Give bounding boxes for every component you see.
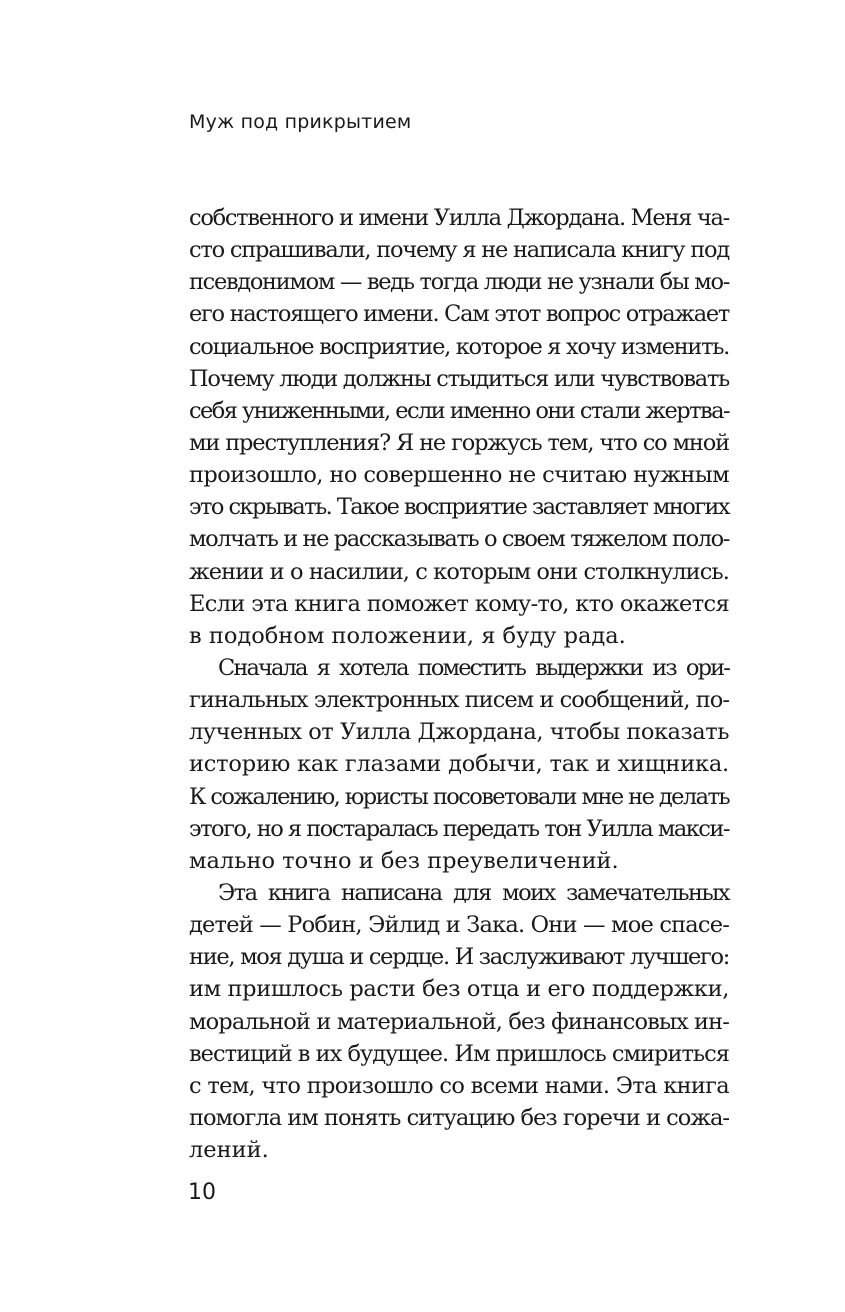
page-number: 10 bbox=[188, 1180, 216, 1205]
text-line: Сначала я хотела поместить выдержки из ори- bbox=[218, 654, 729, 681]
text-line: собственного и имени Уилла Джордана. Меня ча- bbox=[189, 205, 729, 231]
text-line: псевдонимом — ведь тогда люди не узнали бы мо- bbox=[189, 269, 729, 296]
text-line: гинальных электронных писем и сообщений, по- bbox=[189, 687, 729, 714]
text-line: в подобном положении, я буду рада. bbox=[189, 622, 626, 649]
text-line: им пришлось расти без отца и его поддержки, bbox=[189, 976, 729, 1003]
paragraph-2 bbox=[189, 652, 729, 877]
running-head: Муж под прикрытием bbox=[189, 111, 412, 133]
text-line: Эта книга написана для моих замечательных bbox=[218, 879, 729, 906]
text-line: произошло, но совершенно не считаю нужным bbox=[189, 462, 729, 489]
text-line: этого, но я постаралась передать тон Уилла макси- bbox=[189, 815, 729, 842]
text-line: жении и о насилии, с которым они столкнулись. bbox=[189, 558, 729, 585]
text-line: помогла им понять ситуацию без горечи и сожа- bbox=[189, 1104, 729, 1131]
text-line: Почему люди должны стыдиться или чувствовать bbox=[189, 365, 729, 392]
text-line: К сожалению, юристы посоветовали мне не делать bbox=[189, 783, 729, 810]
text-line: ми преступления? Я не горжусь тем, что со мной bbox=[189, 429, 729, 456]
text-line: молчать и не рассказывать о своем тяжелом поло- bbox=[189, 526, 729, 553]
text-line: себя униженными, если именно они стали жертва- bbox=[189, 397, 729, 424]
paragraph-1 bbox=[189, 202, 729, 652]
text-line: социальное восприятие, которое я хочу изменить. bbox=[189, 333, 729, 360]
text-line: Если эта книга поможет кому-то, кто окажется bbox=[189, 590, 729, 617]
paragraph-3 bbox=[189, 877, 729, 1166]
text-line: историю как глазами добычи, так и хищника. bbox=[189, 751, 730, 778]
text-line: его настоящего имени. Сам этот вопрос отражает bbox=[189, 301, 729, 328]
text-line: моральной и материальной, без финансовых ин- bbox=[189, 1008, 729, 1035]
text-line: лученных от Уилла Джордана, чтобы показать bbox=[189, 719, 729, 746]
text-line: мально точно и без преувеличений. bbox=[189, 847, 619, 874]
text-line: с тем, что произошло со всеми нами. Эта книга bbox=[189, 1072, 729, 1099]
body-text bbox=[189, 202, 729, 1166]
text-line: вестиций в их будущее. Им пришлось смириться bbox=[189, 1040, 729, 1067]
text-line: это скрывать. Такое восприятие заставляет многих bbox=[189, 494, 729, 521]
text-line: детей — Робин, Эйлид и Зака. Они — мое спасе- bbox=[189, 912, 729, 939]
text-line: сто спрашивали, почему я не написала книгу под bbox=[189, 237, 729, 264]
text-line: лений. bbox=[189, 1137, 269, 1164]
text-line: ние, моя душа и сердце. И заслуживают лучшего: bbox=[189, 944, 729, 971]
